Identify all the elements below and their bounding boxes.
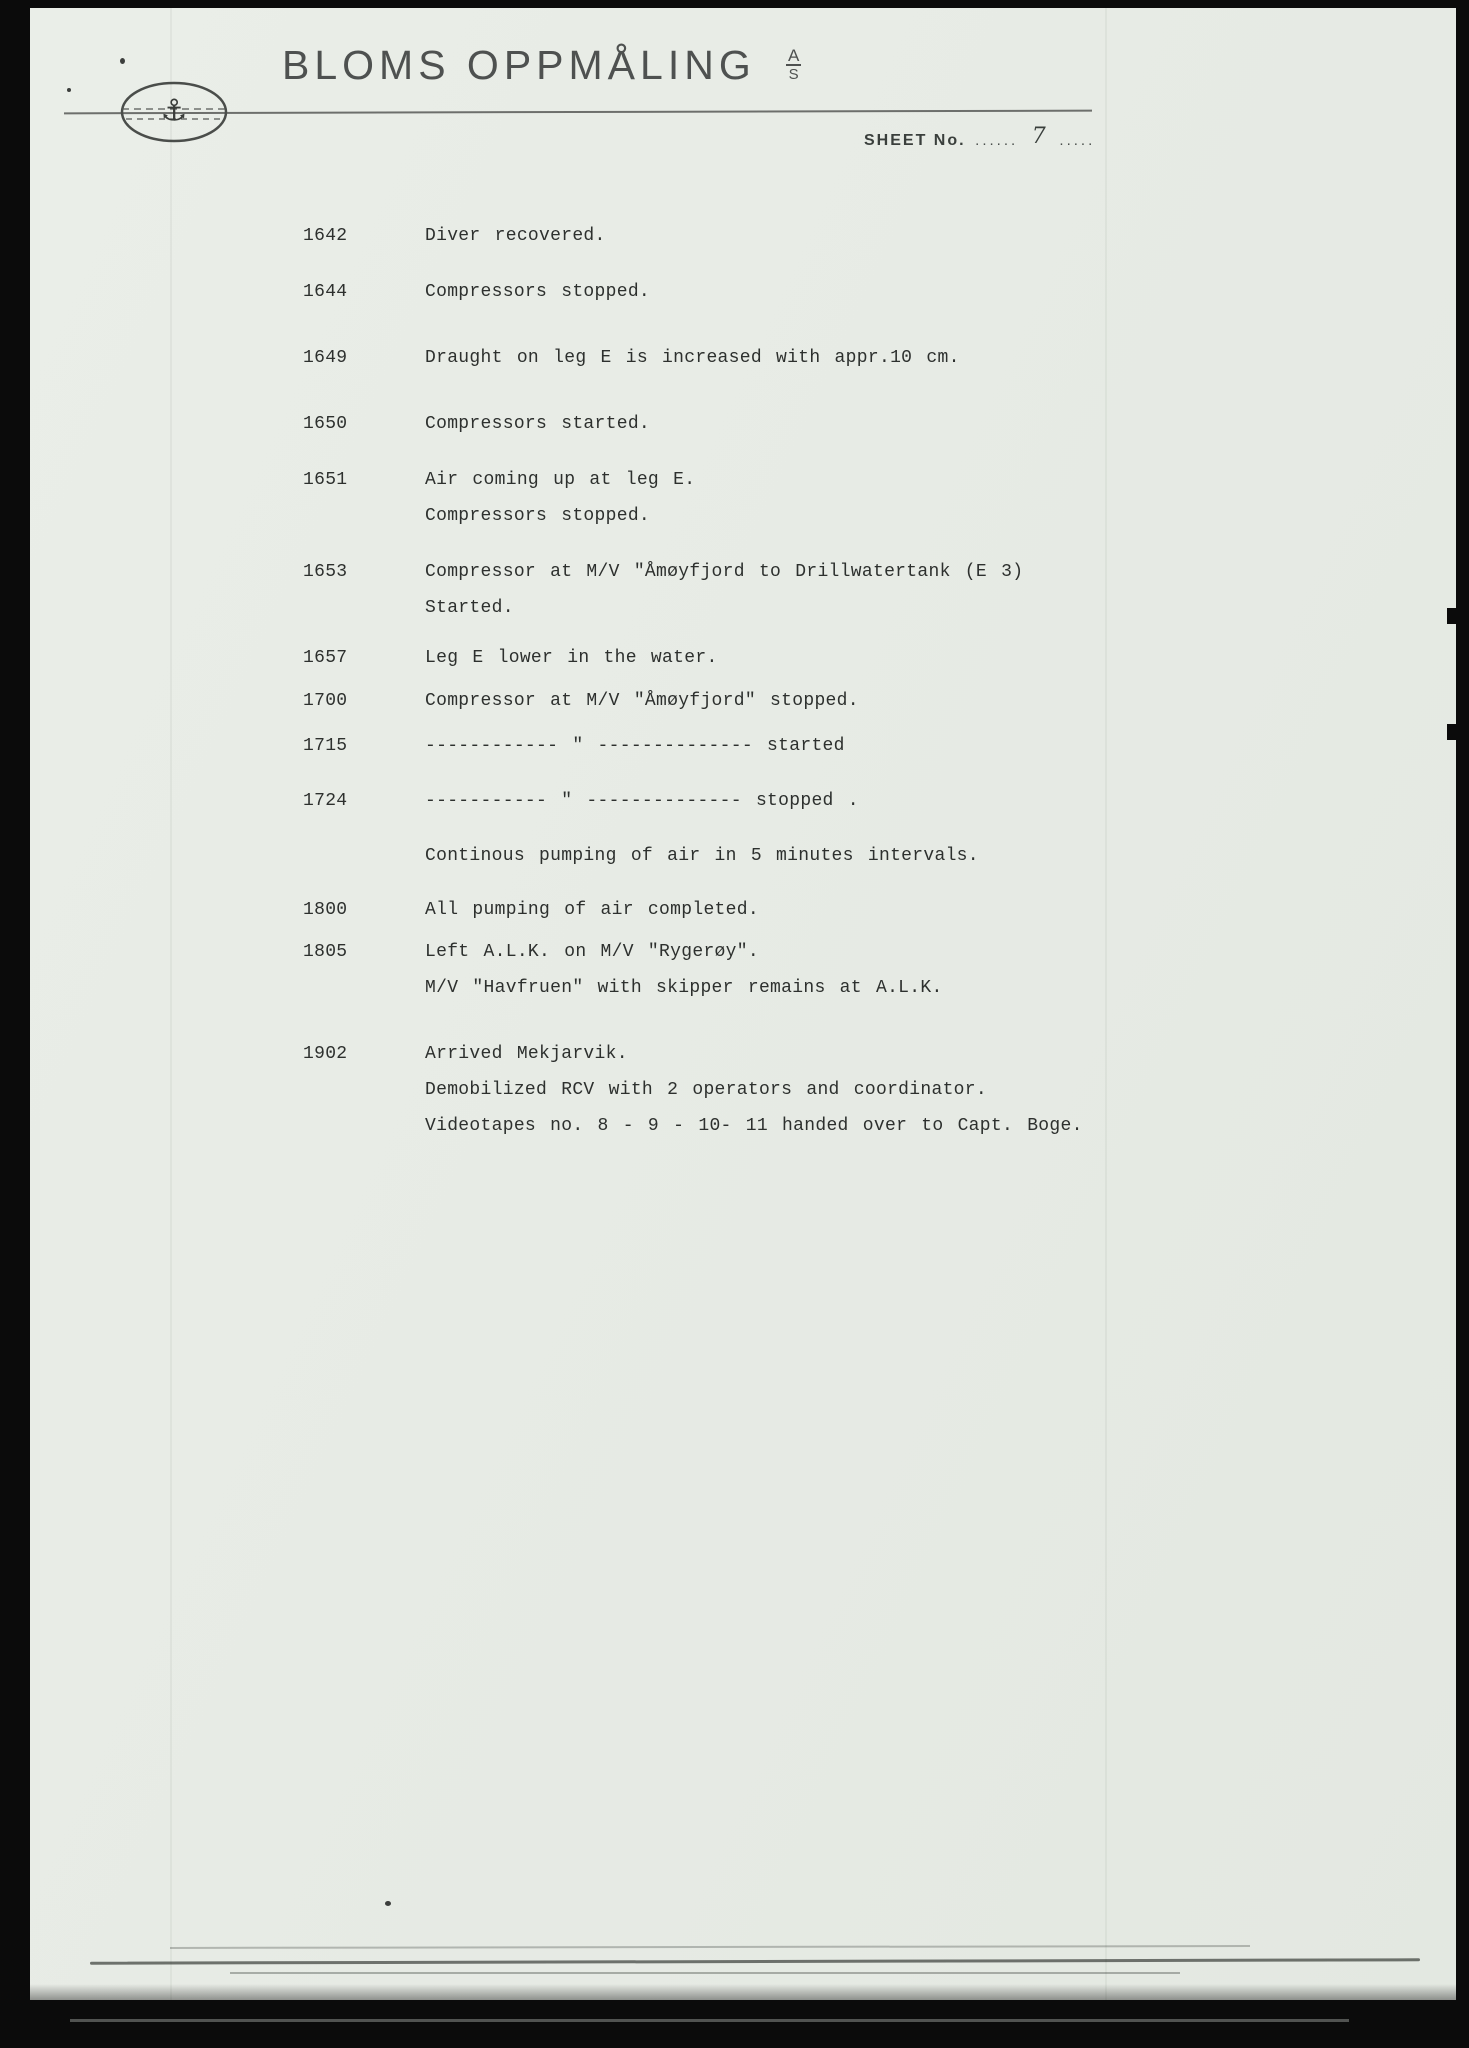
log-entry-time: 1657 (303, 648, 348, 668)
sheet-number: 7 (1031, 124, 1046, 149)
log-entry-time: 1650 (303, 414, 348, 434)
log-entry (303, 340, 1143, 376)
log-entry-line: M/V "Havfruen" with skipper remains at A.L.K. (425, 978, 943, 998)
log-entry-line: Air coming up at leg E. (425, 470, 696, 490)
log-entry (303, 406, 1143, 442)
log-entry-time: 1642 (303, 226, 348, 246)
log-entry-line: Demobilized RCV with 2 operators and coordinator. (425, 1080, 987, 1100)
svg-text:⚓: ⚓ (160, 93, 188, 129)
company-suffix-as (786, 48, 801, 82)
paper-crease (1105, 8, 1107, 2000)
log-entry-time: 1700 (303, 691, 348, 711)
scan-bottom-streak (70, 2019, 1349, 2022)
log-entry-time: 1902 (303, 1044, 348, 1064)
log-entry-line: Leg E lower in the water. (425, 648, 718, 668)
anchor-logo-icon (118, 78, 230, 146)
log-entry-line: ----------- " -------------- stopped . (425, 791, 859, 811)
scan-speck (120, 58, 125, 64)
log-entry-line: Continous pumping of air in 5 minutes intervals. (425, 846, 979, 866)
log-entries (303, 218, 1143, 1144)
log-entry-time: 1800 (303, 900, 348, 920)
log-entry (303, 934, 1143, 1006)
sheet-dots-left: ...... (975, 132, 1019, 149)
company-name: BLOMS OPPMÅLING (282, 42, 756, 88)
log-entry-time: 1653 (303, 562, 348, 582)
log-entry-line: Compressor at M/V "Åmøyfjord to Drillwatertank (E 3) (425, 562, 1024, 582)
log-entry (303, 683, 1143, 719)
scan-fold-line (230, 1972, 1180, 1974)
log-entry (303, 838, 1143, 874)
log-entry-line: Videotapes no. 8 - 9 - 10- 11 handed over to Capt. Boge. (425, 1116, 1083, 1136)
scan-fold-line (90, 1958, 1420, 1964)
log-entry-line: Draught on leg E is increased with appr.10 cm. (425, 348, 960, 368)
log-entry-time: 1651 (303, 470, 348, 490)
log-entry (303, 218, 1143, 254)
scan-speck (385, 1901, 391, 1906)
log-entry (303, 640, 1143, 676)
paper-crease (170, 8, 172, 2000)
scan-speck (67, 88, 71, 92)
log-entry (303, 783, 1143, 819)
log-entry (303, 1036, 1143, 1144)
log-entry-line: Compressors started. (425, 414, 651, 434)
company-suffix-a: A (788, 46, 800, 65)
scan-fold-line (170, 1945, 1250, 1949)
sheet-dots-right: ..... (1059, 132, 1096, 149)
company-suffix-s: S (788, 66, 799, 83)
log-entry-line: Left A.L.K. on M/V "Rygerøy". (425, 942, 759, 962)
log-entry-time: 1649 (303, 348, 348, 368)
log-entry-line: Started. (425, 598, 514, 618)
log-entry-line: Compressors stopped. (425, 506, 651, 526)
paper-page (30, 8, 1456, 2000)
log-entry-line: Diver recovered. (425, 226, 606, 246)
log-entry (303, 728, 1143, 764)
log-entry-time: 1724 (303, 791, 348, 811)
log-entry-time: 1805 (303, 942, 348, 962)
scan-edge-notch (1447, 724, 1456, 740)
log-entry-line: All pumping of air completed. (425, 900, 759, 920)
log-entry (303, 274, 1143, 310)
log-entry (303, 462, 1143, 534)
sheet-label: SHEET No. (864, 132, 966, 149)
log-entry-line: Arrived Mekjarvik. (425, 1044, 628, 1064)
log-entry-line: Compressor at M/V "Åmøyfjord" stopped. (425, 691, 859, 711)
scan-edge-notch (1447, 608, 1456, 624)
log-entry-time: 1644 (303, 282, 348, 302)
log-entry-time: 1715 (303, 736, 348, 756)
log-entry-line: ------------ " -------------- started (425, 736, 845, 756)
log-entry (303, 554, 1143, 626)
sheet-number-line (864, 126, 1095, 151)
log-entry-line: Compressors stopped. (425, 282, 651, 302)
log-entry (303, 892, 1143, 928)
